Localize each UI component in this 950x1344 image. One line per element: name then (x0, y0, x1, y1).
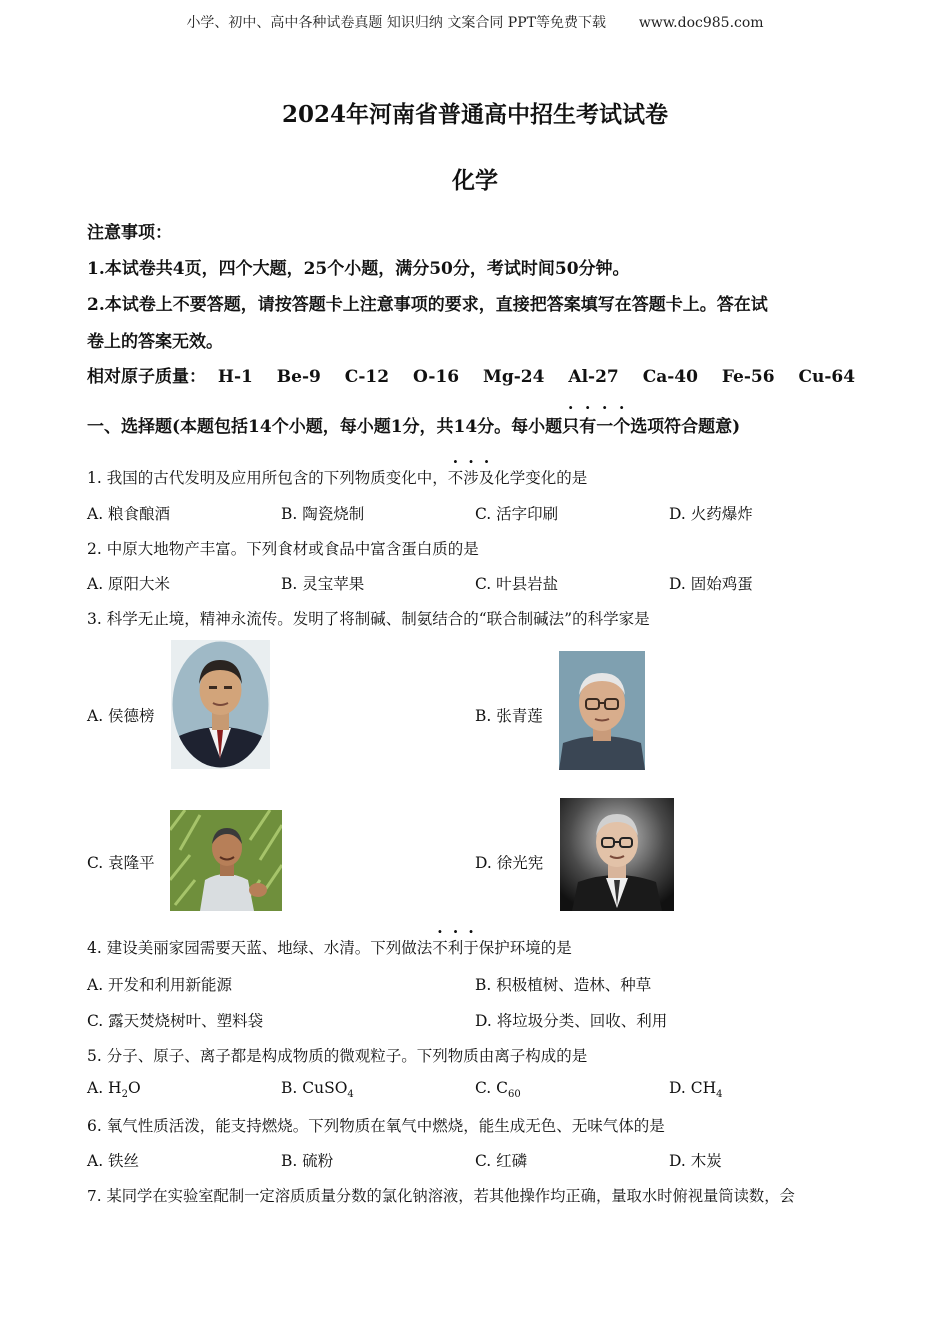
notice-item-2: 2.本试卷上不要答题，请按答题卡上注意事项的要求，直接把答案填写在答题卡上。答在试 (87, 295, 768, 315)
q4-option-a[interactable]: A. 开发和利用新能源 (87, 976, 233, 994)
subscript: 4 (716, 1089, 723, 1101)
emphasis-char: 不 (447, 469, 464, 487)
atomic-mass-value: H-1 (217, 367, 253, 387)
q3-option-b[interactable]: B. 张青莲 (475, 707, 543, 725)
subscript: 2 (121, 1089, 128, 1101)
question-text-end: 化学变化的是 (494, 469, 588, 487)
emphasis-char: 只 (562, 417, 580, 437)
portrait-yuan-longping (170, 810, 282, 911)
question-4 (87, 936, 572, 958)
atomic-mass-value: Ca-40 (642, 367, 698, 387)
emphasis-char: 及 (478, 469, 495, 487)
emphasis-char: 不 (432, 939, 448, 957)
question-text: 4. 建设美丽家园需要天蓝、地绿、水清。下列做法 (87, 939, 433, 957)
q6-option-c[interactable]: C. 红磷 (475, 1152, 528, 1170)
q6-option-b[interactable]: B. 硫粉 (281, 1152, 334, 1170)
q6-option-d[interactable]: D. 木炭 (669, 1152, 722, 1170)
portrait-xu-guangxian (560, 798, 674, 911)
q2-option-a[interactable]: A. 原阳大米 (87, 575, 171, 593)
portrait-zhang-qinglian (559, 651, 645, 770)
portrait-hou-debang (171, 640, 270, 769)
question-7: 7. 某同学在实验室配制一定溶质质量分数的氯化钠溶液，若其他操作均正确，量取水时俯视量筒读数，会 (87, 1187, 795, 1205)
atomic-mass-row (87, 362, 873, 387)
emphasis-char: 个 (613, 417, 631, 437)
question-2: 2. 中原大地物产丰富。下列食材或食品中富含蛋白质的是 (87, 540, 479, 558)
notice-heading: 注意事项： (87, 223, 172, 243)
atomic-mass-value: Cu-64 (798, 367, 856, 387)
q3-option-c[interactable]: C. 袁隆平 (87, 854, 155, 872)
notice-item-1: 1.本试卷共4页，四个大题，25个小题，满分50分，考试时间50分钟。 (87, 259, 630, 279)
question-5: 5. 分子、原子、离子都是构成物质的微观粒子。下列物质由离子构成的是 (87, 1047, 588, 1065)
atomic-mass-value: O-16 (412, 367, 460, 387)
option-label: A. H (87, 1079, 122, 1097)
q1-option-a[interactable]: A. 粮食酿酒 (87, 505, 171, 523)
exam-subject: 化学 (452, 167, 498, 194)
question-3: 3. 科学无止境，精神永流传。发明了将制碱、制氨结合的“联合制碱法”的科学家是 (87, 610, 650, 628)
q5-option-c[interactable] (475, 1079, 521, 1100)
exam-title: 2024年河南省普通高中招生考试试卷 (281, 101, 668, 128)
atomic-mass-value: Be-9 (276, 367, 321, 387)
q3-option-a[interactable]: A. 侯德榜 (87, 707, 155, 725)
q2-option-c[interactable]: C. 叶县岩盐 (475, 575, 559, 593)
atomic-mass-label: 相对原子质量： (87, 367, 206, 387)
q5-option-a[interactable] (87, 1079, 141, 1100)
page-header (0, 12, 950, 32)
header-website-link[interactable]: www.doc985.com (638, 15, 764, 31)
atomic-mass-value: Mg-24 (483, 367, 545, 387)
question-6: 6. 氧气性质活泼，能支持燃烧。下列物质在氧气中燃烧，能生成无色、无味气体的是 (87, 1117, 665, 1135)
q1-option-b[interactable]: B. 陶瓷烧制 (281, 505, 365, 523)
section-heading (87, 412, 740, 437)
q4-option-b[interactable]: B. 积极植树、造林、种草 (475, 976, 652, 994)
q1-option-d[interactable]: D. 火药爆炸 (669, 505, 753, 523)
header-left-text: 小学、初中、高中各种试卷真题 知识归纳 文案合同 PPT等免费下载 (186, 15, 606, 31)
section-heading-text: 一、选择题(本题包括14个小题，每小题1分，共14分。每小题 (87, 417, 563, 437)
q3-option-d[interactable]: D. 徐光宪 (475, 854, 544, 872)
q4-option-d[interactable]: D. 将垃圾分类、回收、利用 (475, 1012, 668, 1030)
emphasis-char: 涉 (463, 469, 479, 487)
q2-option-b[interactable]: B. 灵宝苹果 (281, 575, 365, 593)
option-label: C. C (475, 1079, 509, 1097)
emphasis-char: 于 (463, 939, 479, 957)
q2-option-d[interactable]: D. 固始鸡蛋 (669, 575, 753, 593)
q6-option-a[interactable]: A. 铁丝 (87, 1152, 140, 1170)
notice-item-2-cont: 卷上的答案无效。 (87, 332, 223, 352)
option-label: D. CH (669, 1079, 717, 1097)
emphasis-char: 有 (579, 417, 597, 437)
emphasis-char: 一 (596, 417, 614, 437)
section-heading-text-end: 选项符合题意) (630, 417, 741, 437)
option-label: B. CuSO (281, 1079, 348, 1097)
option-label-tail: O (127, 1079, 141, 1097)
atomic-mass-value: Fe-56 (721, 367, 775, 387)
question-1 (87, 466, 587, 488)
q4-option-c[interactable]: C. 露天焚烧树叶、塑料袋 (87, 1012, 264, 1030)
subscript: 60 (508, 1089, 521, 1101)
question-text-end: 保护环境的是 (478, 939, 572, 957)
atomic-mass-value: Al-27 (568, 367, 619, 387)
q5-option-d[interactable] (669, 1079, 722, 1100)
atomic-mass-value: C-12 (344, 367, 390, 387)
q1-option-c[interactable]: C. 活字印刷 (475, 505, 559, 523)
q5-option-b[interactable] (281, 1079, 354, 1100)
question-text: 1. 我国的古代发明及应用所包含的下列物质变化中， (87, 469, 448, 487)
emphasis-char: 利 (447, 939, 464, 957)
subscript: 4 (347, 1089, 354, 1101)
